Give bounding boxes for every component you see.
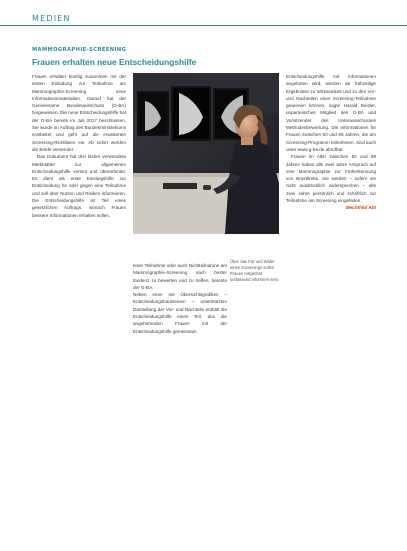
article-kicker: MAMMOGRAPHIE-SCREENING	[32, 47, 127, 53]
paragraph: Frauen im Alter zwischen 50 und 69 Jahren haben alle zwei Jahre Anspruch auf eine Mammographie zur Früherkennung von Brustkrebs. Sie werden – sofern sie nicht ausdrücklich widersprechen – alle zwei Jahre persönlich und schriftlich zur Teilnahme am Screening eingeladen.	[286, 154, 376, 204]
radiologist-photo	[133, 73, 279, 234]
article-photo	[133, 73, 279, 234]
article-column-4	[286, 73, 376, 212]
paragraph: Entscheidungshilfe mit Informationen angeboten wird, werden wir frühzeitige Ergebnisse zu Wirksamkeit und zu den Vor- und Nachteilen einer Screening-Teilnahme gewinnen können, sagte Harald Deisler, unparteiisches Mitglied des G-BA und Vorsitzender des Unterausschusses Methodenbewertung. Die Informationen für Frauen zwischen 50 und 69 Jahren, die am Screening-Programm teilnehmen, sind auch unter www.g-ba.de abrufbar.	[286, 74, 376, 152]
section-label: MEDIEN	[32, 14, 71, 23]
article-author: Mechthild Abt	[345, 205, 376, 211]
paragraph: Frauen erhalten künftig zusammen mit der ersten Einladung zur Teilnahme am Mammographie-Screening neue Informationsmaterialien. Darauf hat der Gemeinsame Bundesausschuss (G-BA) hingewiesen. Die neue Entscheidungshilfe hat der G-BA bereits im Juli 2017 beschlossen. Sie wurde im Auftrag des Bundesministeriums erarbeitet und geht auf die erweiterten Screening-Richtlinien ein. Ab sofort werden die Briefe versendet.	[32, 74, 126, 152]
photo-caption: Über das Für und Wider eines Screenings sollen Frauen möglichst umfassend informiert sein.	[230, 259, 280, 283]
section-header	[0, 12, 407, 26]
byline	[286, 204, 376, 211]
article-column-2	[133, 262, 227, 335]
paragraph: einer Teilnahme oder auch Nichtteilnahme am Mammographie-Screening nach bester Evidenz zu bewerten und zu treffen, betonte der G-BA. Neben einer mit Übersichtsgrafiken – Entscheidungsbausteinen – unterstützten Darstellung der Vor- und Nachteile enthält die Entscheidungshilfe einen Teil, den die angehörenden Frauen mit der Entscheidungshilfe gemeinsam	[133, 263, 227, 334]
article-headline: Frauen erhalten neue Entscheidungshilfe	[32, 57, 197, 67]
section-rule	[0, 25, 407, 26]
article-column-1	[32, 73, 126, 219]
paragraph: Das Dokument hat drei bisher verwendete Merkblätter zur allgemeinen Entscheidungshilfe vereint und überarbeitet. Es dient als erste Einstiegshilfe zur Entscheidung für oder gegen eine Teilnahme und soll über Nutzen und Risiken informieren. Die Entscheidungshilfe ist Teil eines gesetzlichen Auftrags, wonach Frauen bessere Informationen erhalten sollen.	[32, 154, 126, 218]
